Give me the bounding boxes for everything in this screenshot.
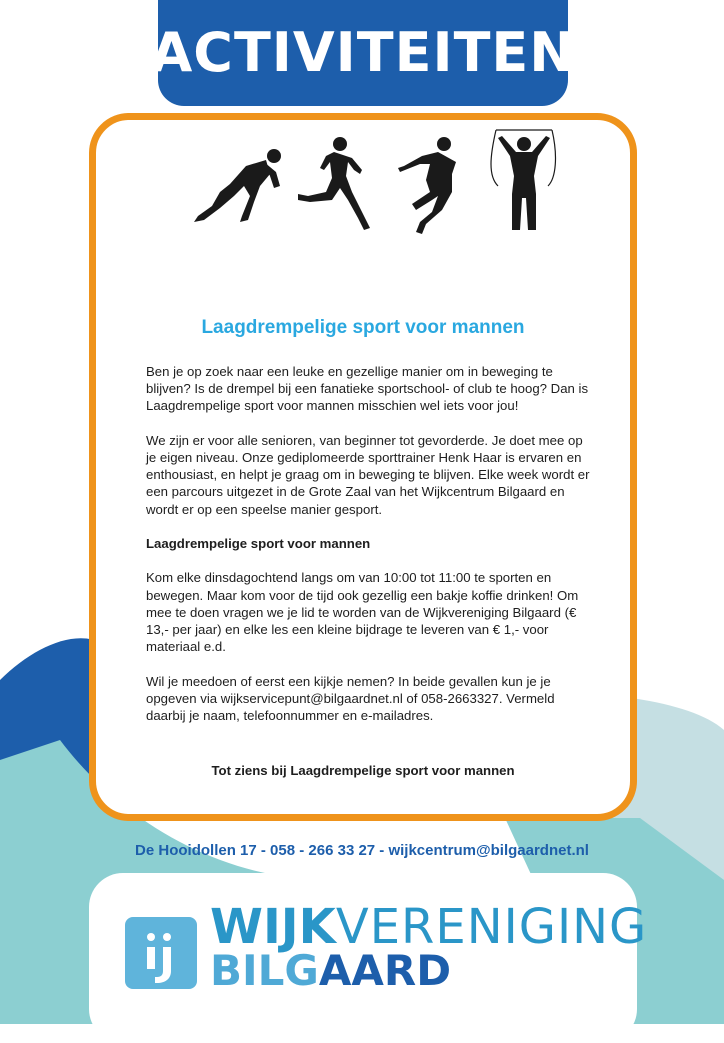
logo-text-bilg: BILG xyxy=(210,946,319,995)
logo-text-aard: AARD xyxy=(318,946,452,995)
athlete-illustration xyxy=(190,126,560,238)
activity-title: Laagdrempelige sport voor mannen xyxy=(201,317,525,338)
runner-icon xyxy=(298,137,370,230)
wijk-logo-icon xyxy=(125,917,197,989)
contact-info: De Hooidollen 17 - 058 - 266 33 27 - wijkcentrum@bilgaardnet.nl xyxy=(135,842,589,859)
description-paragraph: We zijn er voor alle senioren, van beginner tot gevorderde. Je doet mee op je eigen niveau. Onze gediplomeerde sporttrainer Henk Haar is ervaren en enthousiast, en helpt je graag om in beweging te blijven. Elke week wordt er een parcours uitgezet in de Grote Zaal van het Wijkcentrum Bilgaard en wordt er op een speelse manier gesport. xyxy=(146,432,590,517)
logo-text-vereniging: VERENIGING xyxy=(335,899,648,955)
page-title: ACTIVITEITEN xyxy=(150,20,576,84)
closing-line: Tot ziens bij Laagdrempelige sport voor mannen xyxy=(211,763,515,778)
jump-rope-icon xyxy=(491,130,555,230)
logo-wordmark-top xyxy=(210,899,648,955)
schedule-paragraph: Kom elke dinsdagochtend langs om van 10:00 tot 11:00 te sporten en bewegen. Maar kom voor de tijd ook gezellig een bakje koffie drinken! Om mee te doen vragen we je lid te worden van de Wijkvereniging Bilgaard (€ 13,- per jaar) en elke les een kleine bijdrage te leveren van € 1,- voor materiaal e.d. xyxy=(146,570,579,655)
signup-paragraph: Wil je meedoen of eerst een kijkje nemen? In beide gevallen kun je je opgeven via wijkservicepunt@bilgaardnet.nl of 058-2663327. Vermeld daarbij je naam, telefoonnummer en e-mailadres. xyxy=(146,673,555,723)
activity-body xyxy=(146,363,594,741)
details-subheading: Laagdrempelige sport voor mannen xyxy=(146,536,371,551)
jumper-icon xyxy=(398,137,456,234)
logo-text-wijk: WIJK xyxy=(210,899,336,955)
sprinter-start-icon xyxy=(194,149,281,222)
header-banner xyxy=(150,0,576,106)
logo-wordmark-bottom xyxy=(210,946,452,995)
intro-paragraph: Ben je op zoek naar een leuke en gezellige manier om in beweging te blijven? Is de drempel bij een fanatieke sportschool- of club te hoog? Dan is Laagdrempelige sport voor mannen misschien wel iets voor jou! xyxy=(146,364,589,414)
